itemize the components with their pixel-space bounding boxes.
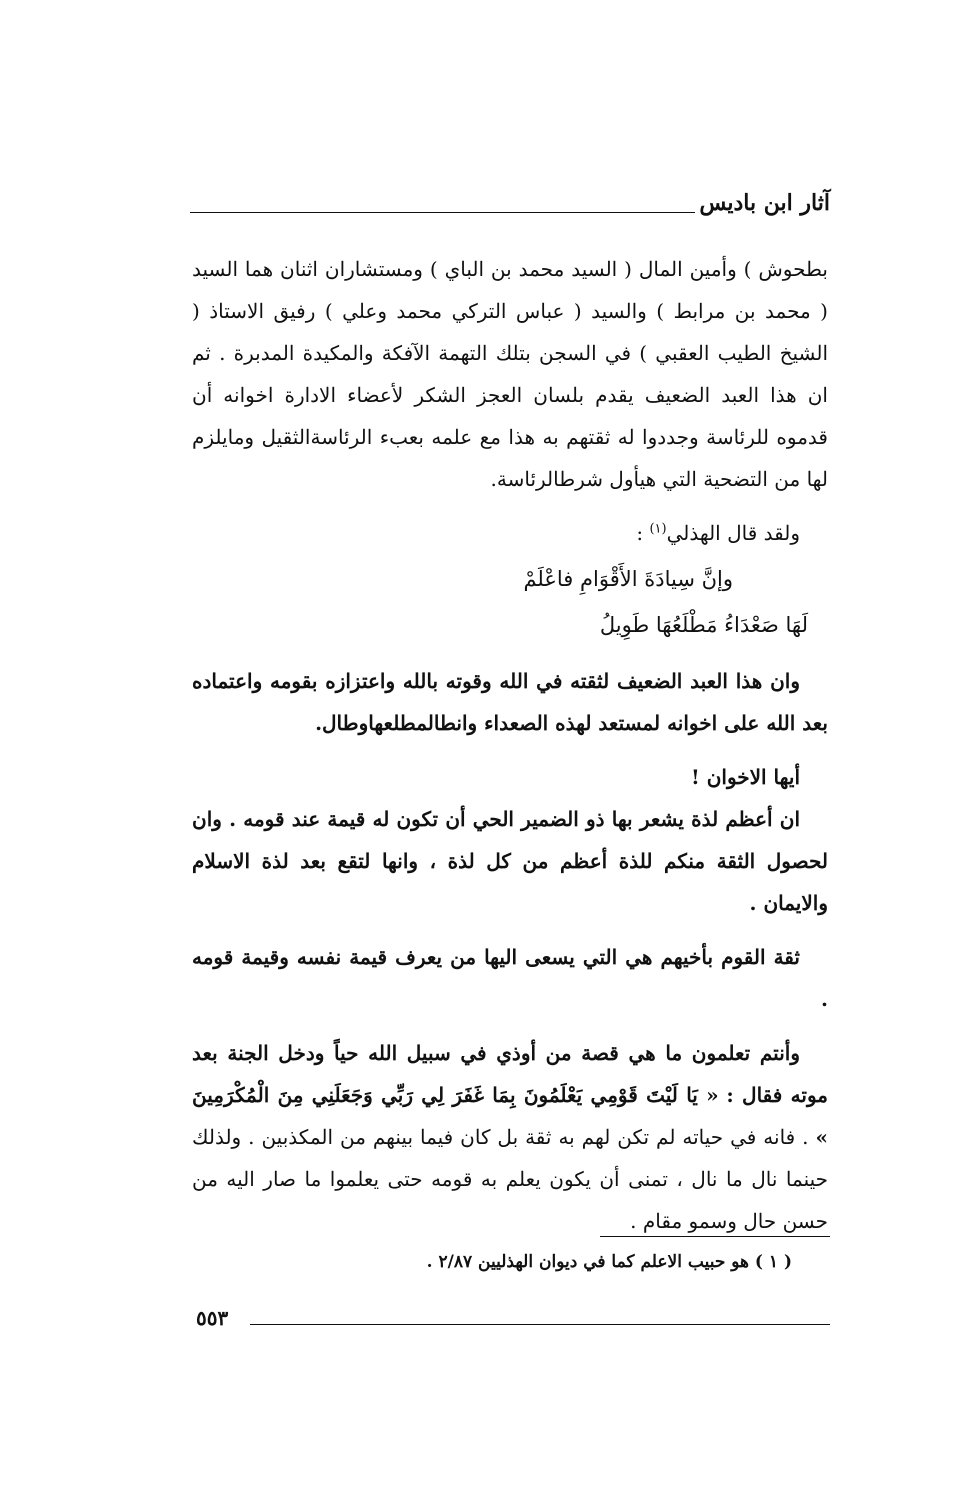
story-intro: وأنتم تعلمون ما هي قصة من أوذي في سبيل الله حياً ودخل الجنة بعد موته فقال : [192, 1041, 829, 1107]
book-title: آثار ابن باديس [699, 190, 830, 216]
intro-text: ولقد قال الهذلي [666, 521, 800, 545]
poem-line-2: لَهَا صَعْدَاءُ مَطْلَعُهَا طَوِيلُ [599, 613, 808, 637]
running-header [190, 190, 830, 230]
header-rule [190, 212, 695, 213]
poem-line-1: وإنَّ سِيادَةَ الأَقْوَامِ فاعْلَمْ [523, 567, 733, 591]
paragraph-greatest-pleasure: ان أعظم لذة يشعر بها ذو الضمير الحي أن تكون له قيمة عند قومه . وان لحصول الثقة منكم للذة أعظم من كل لذة ، وانها لتقع بعد لذة الاسلام والايمان . [192, 807, 828, 915]
quran-quote: « يَا لَيْتَ قَوْمِي يَعْلَمُونَ بِمَا غَفَرَ لِي رَبِّي وَجَعَلَنِي مِنَ الْمُكْرَمِينَ » [192, 1083, 828, 1149]
paragraph-trust: ثقة القوم بأخيهم هي التي يسعى اليها من يعرف قيمة نفسه وقيمة قومه . [192, 945, 828, 1011]
page-number: ٥٥٣ [196, 1306, 229, 1330]
page-footer [196, 1306, 830, 1336]
paragraph-address: أيها الاخوان ! [690, 765, 800, 789]
paragraph-story [192, 1032, 828, 1242]
page-body [192, 248, 828, 1242]
story-continuation: . فانه في حياته لم تكن لهم به ثقة بل كان فيما بينهم من المكذبين . ولذلك حينما نال ما نال ، تمنى أن يكون يعلم به قومه حتى يعلموا ما صار اليه من حسن حال وسمو مقام . [192, 1125, 828, 1233]
footnote: ( ١ ) هو حبيب الاعلم كما في ديوان الهذليين ٢/٨٧ . [426, 1252, 792, 1272]
intro-colon: : [636, 521, 650, 545]
paragraph-council-members: بطحوش ) وأمين المال ( السيد محمد بن الباي ) ومستشاران اثنان هما السيد ( محمد بن مرابط ) والسيد ( عباس التركي محمد وعلي ) رفيق الاستاذ ( الشيخ الطيب العقبي ) في السجن بتلك التهمة الآفكة والمكيدة المدبرة . ثم ان هذا العبد الضعيف يقدم بلسان العجز الشكر لأعضاء الادارة اخوانه أن قدموه للرئاسة وجددوا له ثقتهم به هذا مع علمه بعبء الرئاسةالثقيل ومايلزم لها من التضحية التي هيأول شرطالرئاسة. [192, 257, 828, 491]
footnote-marker: (١) [649, 521, 667, 537]
paragraph-weak-servant: وان هذا العبد الضعيف لثقته في الله وقوته بالله واعتزازه بقومه واعتماده بعد الله على اخوانه لمستعد لهذه الصعداء وانطالمطلعهاوطال. [192, 669, 828, 735]
poem-verse [192, 556, 828, 648]
footnote-rule [600, 1236, 830, 1237]
footer-rule [250, 1324, 830, 1325]
paragraph-hudhali-intro [192, 512, 828, 554]
